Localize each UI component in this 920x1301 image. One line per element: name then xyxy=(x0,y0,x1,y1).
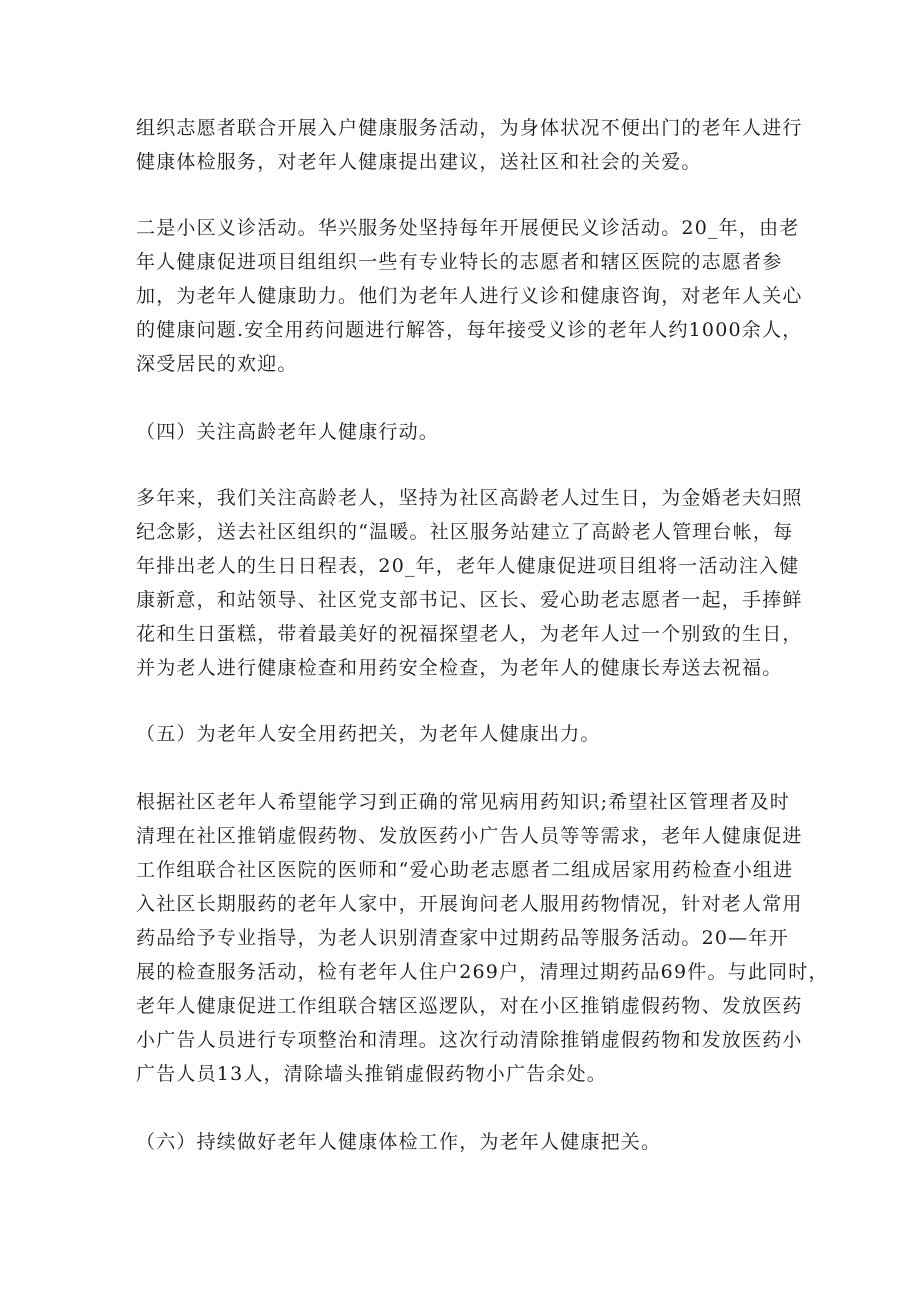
paragraph-2-line-5: 深受居民的欢迎。 xyxy=(136,353,298,375)
paragraph-4-line-3: 工作组联合社区医院的医师和“爱心助老志愿者二组成居家用药检查小组进 xyxy=(136,859,794,881)
paragraph-4-line-6: 展的检查服务活动，检有老年人住户269户，清理过期药品69件。与此同时， xyxy=(136,961,829,983)
paragraph-4-line-5: 药品给予专业指导，为老人识别清查家中过期药品等服务活动。20—年开 xyxy=(136,927,789,949)
paragraph-4-line-4: 入社区长期服药的老年人家中，开展询问老人服用药物情况，针对老人常用 xyxy=(136,893,803,915)
paragraph-2-line-4: 的健康问题.安全用药问题进行解答，每年接受义诊的老年人约1000余人， xyxy=(136,319,803,341)
paragraph-4-line-7: 老年人健康促进工作组联合辖区巡逻队，对在小区推销虚假药物、发放医药 xyxy=(136,995,803,1017)
paragraph-3-line-3: 年排出老人的生日日程表，20_年，老年人健康促进项目组将一活动注入健 xyxy=(136,555,800,577)
paragraph-2-line-1: 二是小区义诊活动。华兴服务处坚持每年开展便民义诊活动。20_年，由老 xyxy=(136,217,800,239)
paragraph-4-line-9: 广告人员13人，清除墙头推销虚假药物小广告余处。 xyxy=(136,1063,607,1085)
paragraph-1-line-2: 健康体检服务，对老年人健康提出建议，送社区和社会的关爱。 xyxy=(136,151,702,173)
paragraph-3-line-1: 多年来，我们关注高龄老人，坚持为社区高龄老人过生日，为金婚老夫妇照 xyxy=(136,487,803,509)
paragraph-3-line-2: 纪念影，送去社区组织的“温暖。社区服务站建立了高龄老人管理台帐，每 xyxy=(136,521,794,543)
paragraph-4-line-1: 根据社区老年人希望能学习到正确的常见病用药知识;希望社区管理者及时 xyxy=(136,791,791,813)
paragraph-3-line-5: 花和生日蛋糕，带着最美好的祝福探望老人，为老年人过一个别致的生日， xyxy=(136,623,803,645)
paragraph-4-line-8: 小广告人员进行专项整治和清理。这次行动清除推销虚假药物和发放医药小 xyxy=(136,1029,803,1051)
paragraph-1-line-1: 组织志愿者联合开展入户健康服务活动，为身体状况不便出门的老年人进行 xyxy=(136,117,803,139)
section-heading-6: （六）持续做好老年人健康体检工作，为老年人健康把关。 xyxy=(136,1131,662,1153)
paragraph-2-line-2: 年人健康促进项目组组织一些有专业特长的志愿者和辖区医院的志愿者参 xyxy=(136,251,783,273)
paragraph-2-line-3: 加，为老年人健康助力。他们为老年人进行义诊和健康咨询，对老年人关心 xyxy=(136,285,803,307)
paragraph-3-line-6: 并为老人进行健康检查和用药安全检查，为老年人的健康长寿送去祝福。 xyxy=(136,657,783,679)
section-heading-5: （五）为老年人安全用药把关，为老年人健康出力。 xyxy=(136,723,601,745)
section-heading-4: （四）关注高龄老年人健康行动。 xyxy=(136,421,440,443)
paragraph-4-line-2: 清理在社区推销虚假药物、发放医药小广告人员等等需求，老年人健康促进 xyxy=(136,825,803,847)
paragraph-3-line-4: 康新意，和站领导、社区党支部书记、区长、爱心助老志愿者一起，手捧鲜 xyxy=(136,589,803,611)
